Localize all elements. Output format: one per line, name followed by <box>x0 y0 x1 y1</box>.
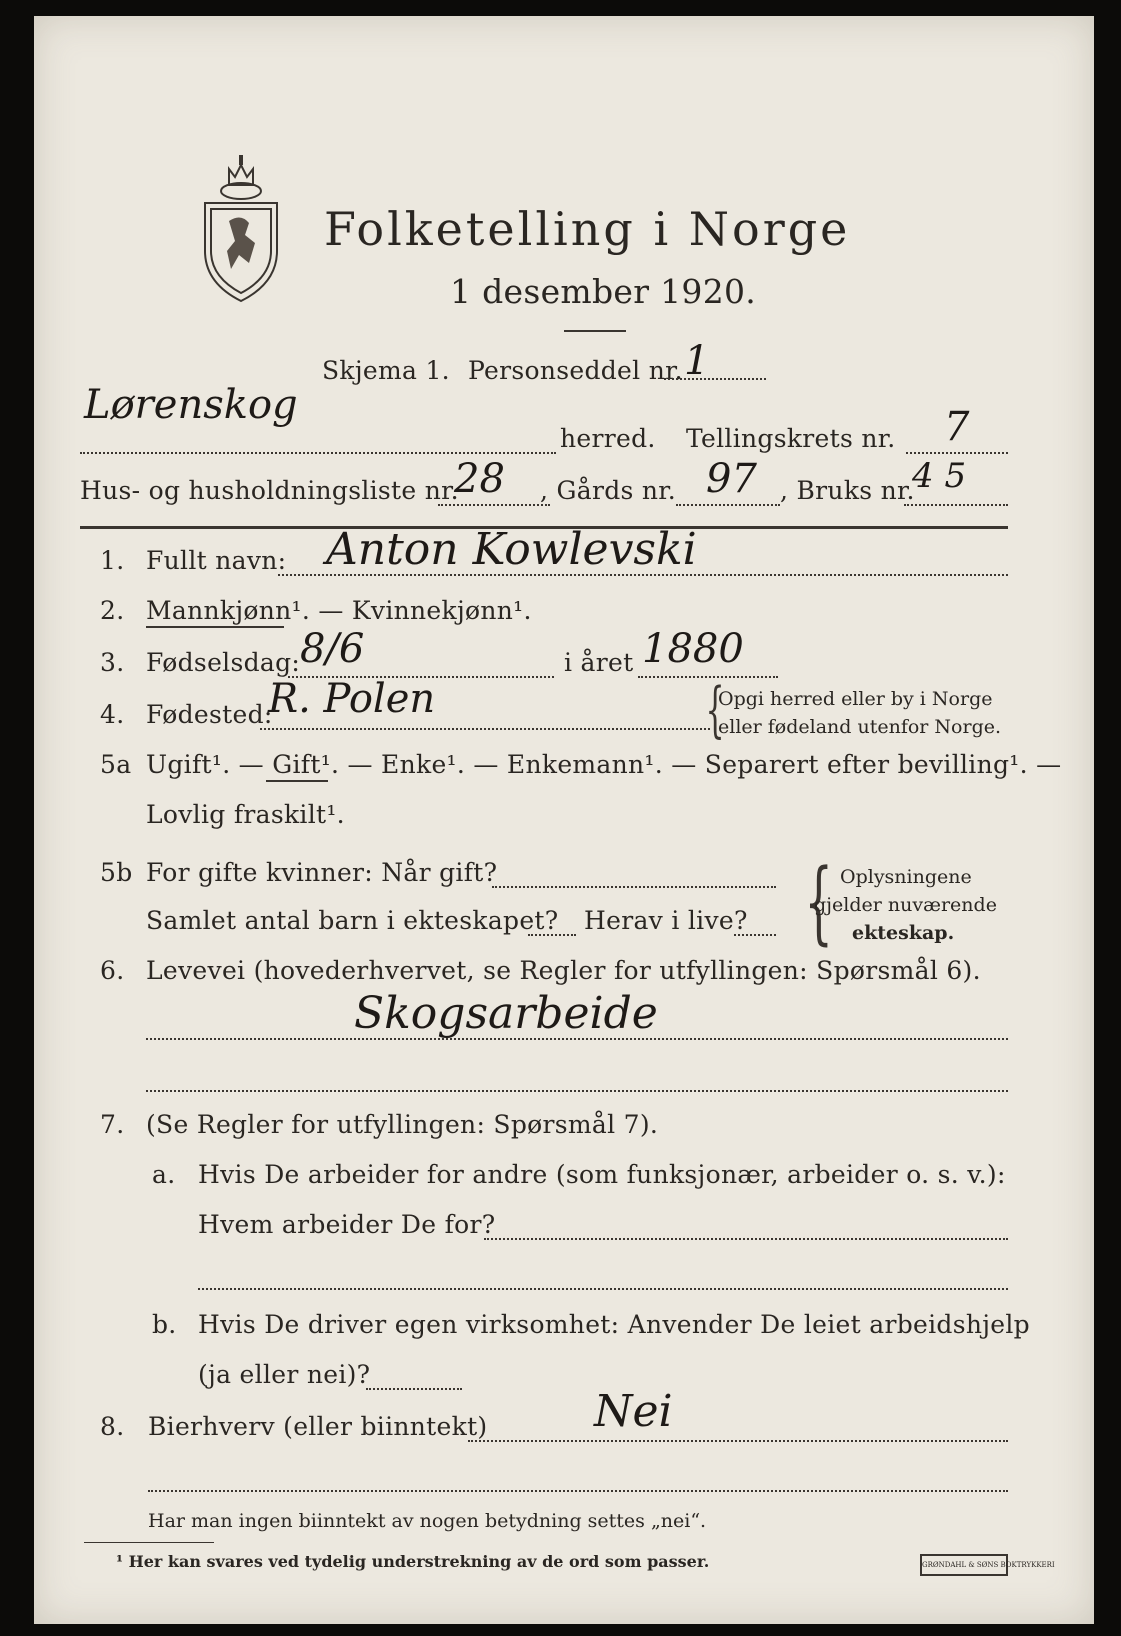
q6-number: 6. <box>100 956 125 985</box>
employer-line-1 <box>484 1238 1008 1240</box>
q7b-line-2: (ja eller nei)? <box>198 1360 371 1389</box>
footnote-rule <box>84 1542 214 1543</box>
q7-label: (Se Regler for utfyllingen: Spørsmål 7). <box>146 1110 659 1139</box>
q8-number: 8. <box>100 1412 125 1441</box>
employer-line-2 <box>198 1288 1008 1290</box>
marital-status-options: Ugift¹. — Gift¹. — Enke¹. — Enkemann¹. — Separert efter bevilling¹. — <box>146 750 1062 779</box>
skjema-label: Skjema 1. <box>322 356 450 385</box>
gards-value[interactable]: 97 <box>706 456 757 502</box>
bruks-label: , Bruks nr. <box>780 476 915 505</box>
census-form <box>34 16 1094 1624</box>
q5b-alive-label: Herav i live? <box>584 906 748 935</box>
tellingskrets-label: Tellingskrets nr. <box>686 424 896 453</box>
side-income-line-1 <box>468 1440 1008 1442</box>
full-name-value[interactable]: Anton Kowlevski <box>326 524 697 575</box>
q4-note-1: Opgi herred eller by i Norge <box>718 688 993 710</box>
occupation-line-2 <box>146 1090 1008 1092</box>
herred-value[interactable]: Lørenskog <box>84 382 298 428</box>
footnote: ¹ Her kan svares ved tydelig understrekning av de ord som passer. <box>116 1552 710 1571</box>
hired-help-line <box>366 1388 462 1390</box>
q5b-children-label: Samlet antal barn i ekteskapet? <box>146 906 559 935</box>
q6-label: Levevei (hovederhvervet, se Regler for utfyllingen: Spørsmål 6). <box>146 956 981 985</box>
tellingskrets-line <box>906 452 1008 454</box>
q7b-line-1: Hvis De driver egen virksomhet: Anvender De leiet arbeidshjelp <box>198 1310 1030 1339</box>
coat-of-arms-icon <box>199 151 283 303</box>
birthplace-value[interactable]: R. Polen <box>268 676 436 722</box>
occupation-value[interactable]: Skogsarbeide <box>354 988 658 1039</box>
footer-note: Har man ingen biinntekt av nogen betydning settes „nei“. <box>148 1510 707 1532</box>
personseddel-label: Personseddel nr. <box>468 356 683 385</box>
gender-underline <box>146 626 284 628</box>
hus-line <box>438 504 550 506</box>
herred-label: herred. <box>560 424 656 453</box>
side-income-value[interactable]: Nei <box>594 1386 673 1437</box>
form-date: 1 desember 1920. <box>450 272 757 311</box>
gender-options: Mannkjønn¹. — Kvinnekjønn¹. <box>146 596 532 625</box>
q1-number: 1. <box>100 546 125 575</box>
q5b-brace: { <box>804 850 833 955</box>
q7b-letter: b. <box>152 1310 177 1339</box>
occupation-line-1 <box>146 1038 1008 1040</box>
q4-note-2: eller fødeland utenfor Norge. <box>718 716 1002 738</box>
q7a-line-2: Hvem arbeider De for? <box>198 1210 496 1239</box>
q5b-line-1: For gifte kvinner: Når gift? <box>146 858 498 887</box>
q5b-note-3: ekteskap. <box>852 922 955 944</box>
gards-label: , Gårds nr. <box>540 476 677 505</box>
side-income-line-2 <box>148 1490 1008 1492</box>
q5b-number: 5b <box>100 858 133 887</box>
q7a-letter: a. <box>152 1160 176 1189</box>
q7-number: 7. <box>100 1110 125 1139</box>
q8-label: Bierhverv (eller biinntekt) <box>148 1412 488 1441</box>
q4-brace: { <box>705 675 725 745</box>
personseddel-line <box>664 378 766 380</box>
q5a-number: 5a <box>100 750 132 779</box>
title-divider <box>564 330 626 332</box>
marital-status-options-2: Lovlig fraskilt¹. <box>146 800 345 829</box>
hus-label: Hus- og husholdningsliste nr. <box>80 476 459 505</box>
q2-number: 2. <box>100 596 125 625</box>
q5b-note-1: Oplysningene <box>840 866 972 888</box>
bruks-value[interactable]: 4 5 <box>912 456 967 496</box>
q1-label: Fullt navn: <box>146 546 287 575</box>
q4-label: Fødested: <box>146 700 273 729</box>
gards-line <box>676 504 780 506</box>
q3-number: 3. <box>100 648 125 677</box>
herred-line <box>80 452 556 454</box>
q7a-line-1: Hvis De arbeider for andre (som funksjonær, arbeider o. s. v.): <box>198 1160 1006 1189</box>
q4-number: 4. <box>100 700 125 729</box>
marital-underline <box>266 780 328 782</box>
married-when-line <box>492 886 776 888</box>
tellingskrets-value[interactable]: 7 <box>944 404 970 450</box>
form-title: Folketelling i Norge <box>324 202 851 256</box>
printer-stamp: GRØNDAHL & SØNS BOKTRYKKERI <box>920 1554 1008 1576</box>
q3-label: Fødselsdag: <box>146 648 301 677</box>
alive-line <box>734 934 776 936</box>
q3-year-label: i året <box>564 648 634 677</box>
personseddel-value[interactable]: 1 <box>684 338 710 384</box>
hus-value[interactable]: 28 <box>454 456 505 502</box>
birthdate-value[interactable]: 8/6 <box>300 626 365 672</box>
bruks-line <box>904 504 1008 506</box>
birthplace-line <box>260 728 710 730</box>
birthyear-value[interactable]: 1880 <box>642 626 744 672</box>
children-line <box>528 934 576 936</box>
q5b-note-2: gjelder nuværende <box>814 894 997 916</box>
